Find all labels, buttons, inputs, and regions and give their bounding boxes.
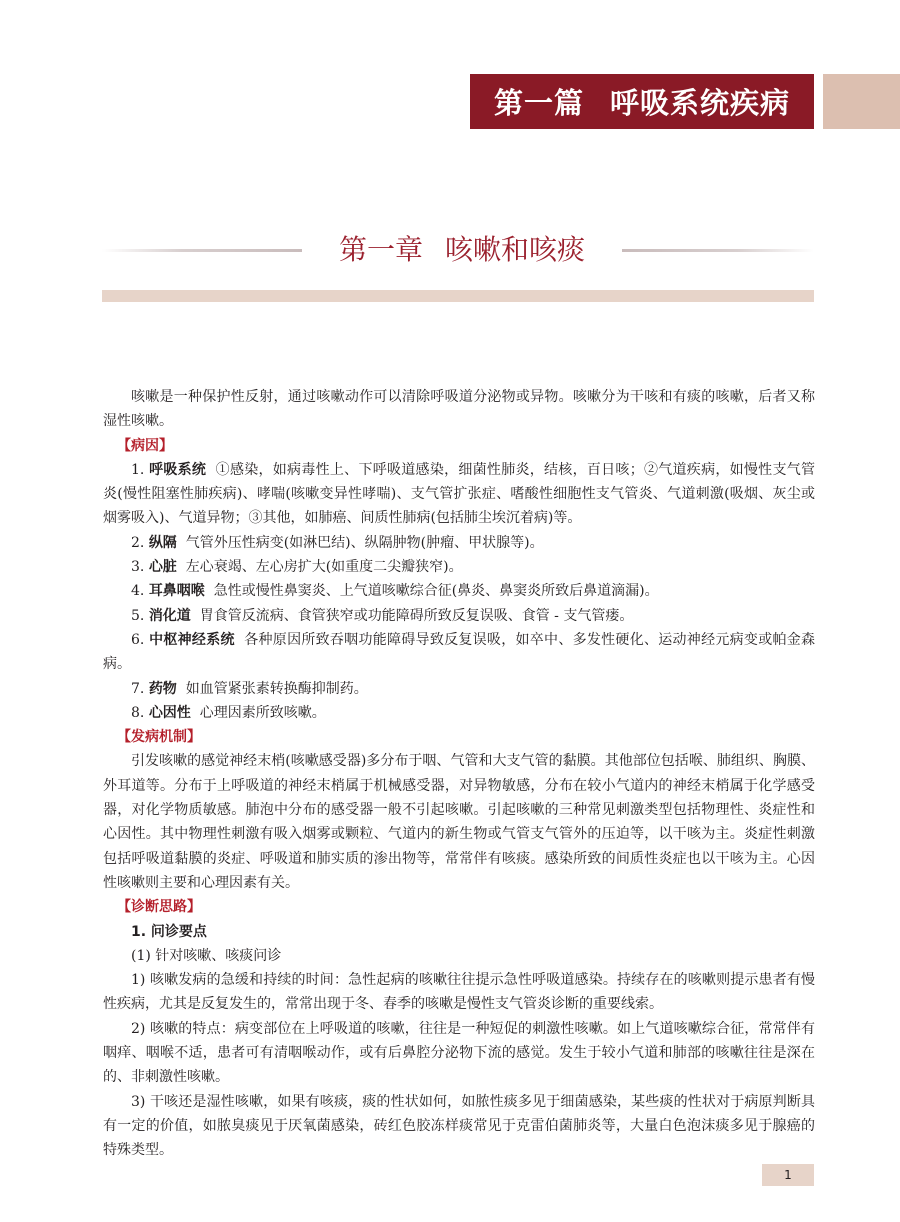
- chapter-label: 第一章: [338, 233, 423, 266]
- chapter-rule-left: [102, 249, 302, 252]
- mechanism-paragraph: 引发咳嗽的感觉神经末梢(咳嗽感受器)多分布于咽、气管和大支气管的黏膜。其他部位包括喉、肺组织、胸膜、外耳道等。分布于上呼吸道的神经末梢属于机械感受器，对异物敏感，分布在较小气道内的神经末梢属于化学感受器，对化学物质敏感。肺泡中分布的感受器一般不引起咳嗽。引起咳嗽的三种常见刺激类型包括物理性、炎症性和心因性。其中物理性刺激有吸入烟雾或颗粒、气道内的新生物或气管支气管外的压迫等，以干咳为主。炎症性刺激包括呼吸道黏膜的炎症、呼吸道和肺实质的渗出物等，常常伴有咳痰。感染所致的间质性炎症也以干咳为主。心因性咳嗽则主要和心理因素有关。: [103, 753, 815, 891]
- part-label: 第一篇: [493, 86, 584, 120]
- body-text: [103, 385, 815, 1163]
- diagnosis-subheading: 1. 问诊要点: [131, 923, 207, 940]
- section-heading-diagnosis: 【诊断思路】: [117, 899, 201, 916]
- etiology-item: 3. 心脏 左心衰竭、左心房扩大(如重度二尖瓣狭窄)。: [131, 559, 463, 576]
- etiology-item: 1. 呼吸系统 ①感染，如病毒性上、下呼吸道感染，细菌性肺炎，结核，百日咳；②气道疾病，如慢性支气管炎(慢性阻塞性肺疾病)、哮喘(咳嗽变异性哮喘)、支气管扩张症、嗜酸性细胞性支气管炎、气道刺激(吸烟、灰尘或烟雾吸入)、气道异物；③其他，如肺癌、间质性肺病(包括肺尘埃沉着病)等。: [103, 461, 816, 527]
- page-number: 1: [762, 1164, 814, 1186]
- etiology-item: 6. 中枢神经系统 各种原因所致吞咽功能障碍导致反复误吸，如卒中、多发性硬化、运动神经元病变或帕金森病。: [103, 631, 816, 673]
- chapter-accent-bar: [102, 290, 814, 302]
- diagnosis-point: 1) 咳嗽发病的急缓和持续的时间：急性起病的咳嗽往往提示急性呼吸道感染。持续存在的咳嗽则提示患者有慢性疾病，尤其是反复发生的，常常出现于冬、春季的咳嗽是慢性支气管炎诊断的重要线索。: [103, 972, 815, 1013]
- intro-paragraph: 咳嗽是一种保护性反射，通过咳嗽动作可以清除呼吸道分泌物或异物。咳嗽分为干咳和有痰的咳嗽，后者又称湿性咳嗽。: [103, 389, 815, 430]
- diagnosis-subsubheading: (1) 针对咳嗽、咳痰问诊: [131, 947, 282, 964]
- diagnosis-point: 3) 干咳还是湿性咳嗽，如果有咳痰，痰的性状如何，如脓性痰多见于细菌感染，某些痰的性状对于病原判断具有一定的价值，如脓臭痰见于厌氧菌感染，砖红色胶冻样痰常见于克雷伯菌肺炎等，大量白色泡沫痰多见于腺癌的特殊类型。: [103, 1093, 815, 1159]
- section-heading-etiology: 【病因】: [117, 437, 173, 454]
- part-side-tab: [823, 74, 900, 129]
- part-title: 呼吸系统疾病: [610, 86, 791, 120]
- chapter-rule-right: [622, 249, 814, 252]
- diagnosis-point: 2) 咳嗽的特点：病变部位在上呼吸道的咳嗽，往往是一种短促的刺激性咳嗽。如上气道咳嗽综合征，常常伴有咽痒、咽喉不适，患者可有清咽喉动作，或有后鼻腔分泌物下流的感觉。发生于较小气道和肺部的咳嗽往往是深在的、非刺激性咳嗽。: [103, 1020, 815, 1086]
- etiology-item: 5. 消化道 胃食管反流病、食管狭窄或功能障碍所致反复误吸、食管 - 支气管瘘。: [131, 607, 634, 624]
- section-heading-mechanism: 【发病机制】: [117, 729, 201, 746]
- etiology-item: 7. 药物 如血管紧张素转换酶抑制药。: [131, 680, 368, 697]
- chapter-name: 咳嗽和咳痰: [445, 233, 586, 266]
- part-banner: [470, 74, 814, 129]
- etiology-item: 8. 心因性 心理因素所致咳嗽。: [131, 704, 326, 721]
- etiology-item: 2. 纵隔 气管外压性病变(如淋巴结)、纵隔肿物(肿瘤、甲状腺等)。: [131, 534, 544, 551]
- chapter-title: [302, 228, 622, 272]
- etiology-item: 4. 耳鼻咽喉 急性或慢性鼻窦炎、上气道咳嗽综合征(鼻炎、鼻窦炎所致后鼻道滴漏)。: [131, 583, 659, 600]
